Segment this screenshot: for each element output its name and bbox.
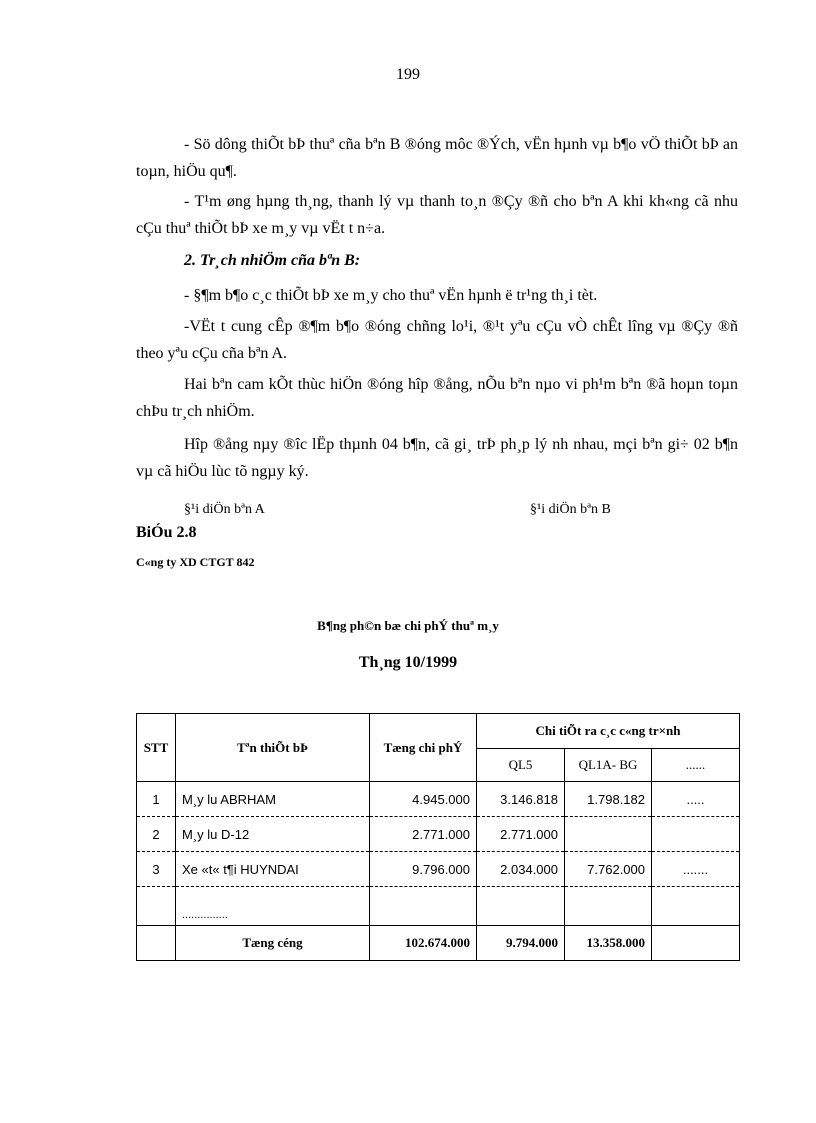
- cell-stt: 2: [137, 817, 176, 852]
- cell-ql1a: 1.798.182: [565, 782, 652, 817]
- cell-stt: [137, 887, 176, 926]
- paragraph-ensure-equipment: - §¶m b¶o c¸c thiÕt bÞ xe m¸y cho thuª vËn hµnh ë tr¹ng th¸i tèt.: [184, 287, 598, 304]
- cell-total: 2.771.000: [370, 817, 477, 852]
- cell-other: [652, 817, 740, 852]
- cell-name: ...............: [176, 887, 370, 926]
- header-equipment-name: Tªn thiÕt bÞ: [176, 714, 370, 782]
- signature-party-a: §¹i diÖn bªn A: [184, 502, 265, 517]
- table-subtitle: Th¸ng 10/1999: [358, 654, 458, 671]
- cell-ql5: [477, 887, 565, 926]
- cell-name: Xe «t« t¶i HUYNDAI: [176, 852, 370, 887]
- header-stt: STT: [137, 714, 176, 782]
- exhibit-label: BiÓu 2.8: [136, 524, 197, 541]
- header-ql1a-bg: QL1A- BG: [565, 749, 652, 782]
- paragraph-use-equipment: - Sö dông thiÕt bÞ thuª cña bªn B ®óng môc ®Ých, vËn hµnh vµ b¶o vÖ thiÕt bÞ an toµn, hiÖu qu¶.: [136, 136, 738, 180]
- table-row: [137, 887, 740, 926]
- total-label: Tæng céng: [176, 926, 370, 961]
- cell-other: .....: [652, 782, 740, 817]
- total-cost: 102.674.000: [370, 926, 477, 961]
- cell-ql1a: 7.762.000: [565, 852, 652, 887]
- company-name: C«ng ty XD CTGT 842: [136, 555, 255, 569]
- signature-party-b: §¹i diÖn bªn B: [530, 502, 611, 517]
- cell-ql1a: [565, 817, 652, 852]
- cell-stt: 1: [137, 782, 176, 817]
- table-total-row: [137, 926, 740, 961]
- cell-total: [370, 887, 477, 926]
- paragraph-materials: -VËt t cung cÊp ®¶m b¶o ®óng chñng lo¹i, ®¹t yªu cÇu vÒ chÊt lîng vµ ®Çy ®ñ theo yªu cÇu cña bªn A.: [136, 318, 738, 362]
- cell-name: M¸y lu D-12: [176, 817, 370, 852]
- cost-allocation-table: [136, 713, 740, 961]
- section-heading-party-b: 2. Tr¸ch nhiÖm cña bªn B:: [184, 252, 361, 269]
- cell-ql5: 2.034.000: [477, 852, 565, 887]
- cell-total: 9.796.000: [370, 852, 477, 887]
- paragraph-advance-payment: - T¹m øng hµng th¸ng, thanh lý vµ thanh to¸n ®Çy ®ñ cho bªn A khi kh«ng cã nhu cÇu thuª thiÕt bÞ xe m¸y vµ vËt t n÷a.: [136, 193, 738, 237]
- table-row: [137, 817, 740, 852]
- cell-ql5: 2.771.000: [477, 817, 565, 852]
- cell-total: 4.945.000: [370, 782, 477, 817]
- table-row: [137, 782, 740, 817]
- cell-other: [652, 887, 740, 926]
- total-ql1a: 13.358.000: [565, 926, 652, 961]
- table-title: B¶ng ph©n bæ chi phÝ thuª m¸y: [317, 618, 499, 633]
- total-ql5: 9.794.000: [477, 926, 565, 961]
- header-ql5: QL5: [477, 749, 565, 782]
- cell-ql1a: [565, 887, 652, 926]
- page-number: 199: [396, 66, 420, 83]
- header-total-cost: Tæng chi phÝ: [370, 714, 477, 782]
- cell-stt: 3: [137, 852, 176, 887]
- total-other: [652, 926, 740, 961]
- cell-name: M¸y lu ABRHAM: [176, 782, 370, 817]
- cell-other: .......: [652, 852, 740, 887]
- header-other: ......: [652, 749, 740, 782]
- cell-ql5: 3.146.818: [477, 782, 565, 817]
- table-row: [137, 852, 740, 887]
- paragraph-commitment: Hai bªn cam kÕt thùc hiÖn ®óng hîp ®ång, nÕu bªn nµo vi ph¹m bªn ®ã hoµn toµn chÞu tr¸ch nhiÖm.: [136, 376, 738, 420]
- paragraph-contract-copies: Hîp ®ång nµy ®îc lËp thµnh 04 b¶n, cã gi¸ trÞ ph¸p lý nh nhau, mçi bªn gi÷ 02 b¶n vµ cã hiÖu lùc tõ ngµy ký.: [136, 436, 738, 480]
- header-project-detail: Chi tiÕt ra c¸c c«ng tr×nh: [477, 714, 740, 749]
